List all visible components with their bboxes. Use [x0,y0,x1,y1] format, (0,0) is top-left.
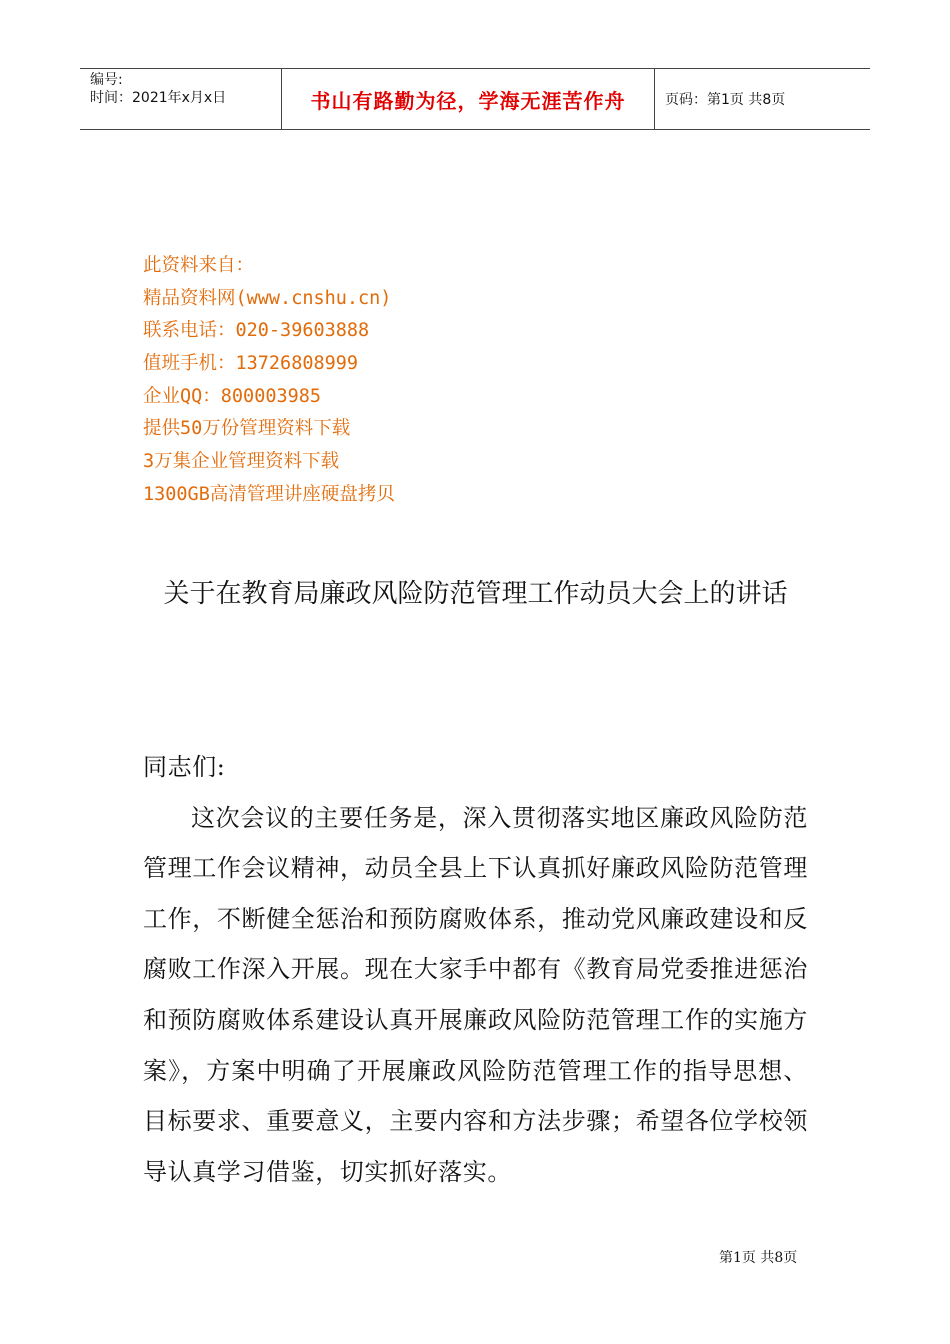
source-line: 值班手机：13726808999 [143,353,359,375]
footer-page-number: 第1页 共8页 [719,1250,798,1266]
source-line: 1300GB高清管理讲座硬盘拷贝 [143,483,395,505]
source-line: 3万集企业管理资料下载 [143,451,340,473]
greeting: 同志们: [143,753,226,781]
page-header [80,68,870,130]
source-line: 联系电话：020-39603888 [143,320,370,342]
source-line: 此资料来自： [143,255,255,276]
header-meta [80,69,282,129]
source-line: 精品资料网(www.cnshu.cn) [143,287,392,309]
header-motto: 书山有路勤为径，学海无涯苦作舟 [282,69,655,129]
source-info [143,250,395,512]
source-line: 企业QQ：800003985 [143,385,322,407]
source-line: 提供50万份管理资料下载 [143,418,351,440]
document-date-label: 时间：2021年x月x日 [90,90,227,106]
document-number-label: 编号: [90,72,123,88]
document-title: 关于在教育局廉政风险防范管理工作动员大会上的讲话 [163,579,788,609]
header-page-number: 页码：第1页 共8页 [665,92,786,108]
body-paragraph: 这次会议的主要任务是，深入贯彻落实地区廉政风险防范管理工作会议精神，动员全县上下认真抓好廉政风险防范管理工作，不断健全惩治和预防腐败体系，推动党风廉政建设和反腐败工作深入开展。现在大家手中都有《教育局党委推进惩治和预防腐败体系建设认真开展廉政风险防范管理工作的实施方案》，方案中明确了开展廉政风险防范管理工作的指导思想、目标要求、重要意义，主要内容和方法步骤；希望各位学校领导认真学习借鉴，切实抓好落实。 [143,803,808,1186]
document-body [143,742,808,1197]
